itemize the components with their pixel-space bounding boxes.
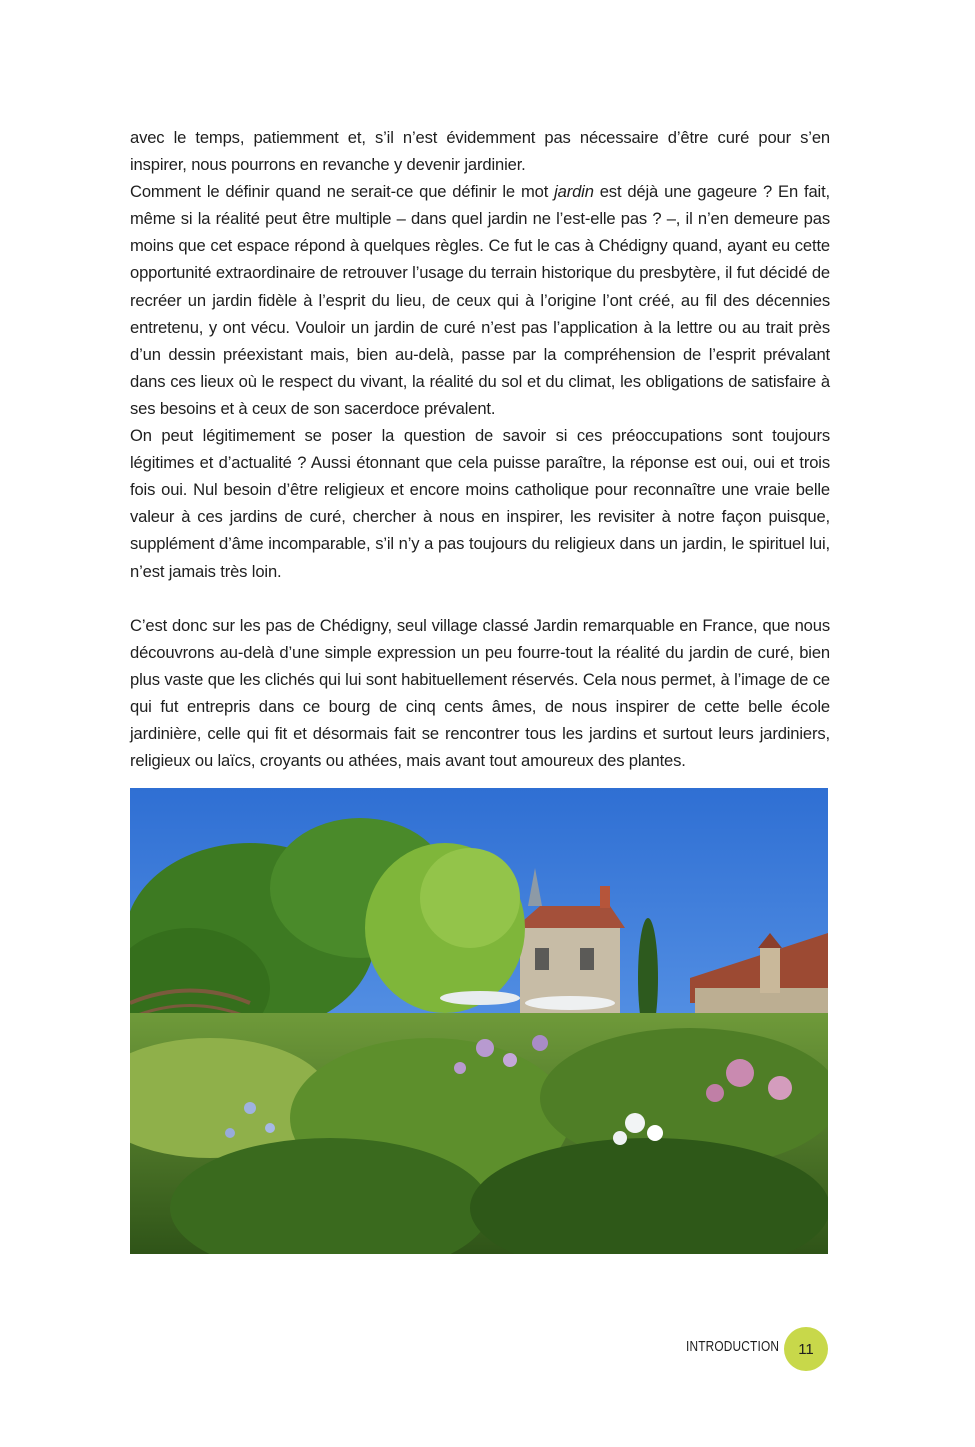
paragraph-4: C’est donc sur les pas de Chédigny, seul village classé Jardin remarquable en France, que nous découvrons au-delà d’une simple expression un peu fourre-tout la réalité du jardin de curé, bien plus vaste que les clichés qui lui sont habituellement réservés. Cela nous permet, à l’image de ce qui fut entrepris dans ce bourg de cinq cents âmes, de nous inspirer de cette belle école jardinière, celle qui fit et désormais fait se rencontrer tous les jardins et surtout leurs jardiniers, religieux ou laïcs, croyants ou athées, mais avant tout amoureux des plantes. [130, 615, 830, 771]
paragraph-2-end: est déjà une gageure ? En fait, même si la réalité peut être multiple – dans quel jardin ne l’est-elle pas ? –, il n’en demeure pas moins que cet espace répond à quelques règles. Ce fut le cas à Chédigny quand, ayant eu cette opportunité extraordinaire de retrouver l’usage du terrain historique du presbytère, il fut décidé de recréer un jardin fidèle à l’esprit du lieu, de ceux qui à l’origine l’ont créé, au fil des décennies entretenu, y ont vécu. Vouloir un jardin de curé n’est pas l’application à la lettre ou au trait près d’un dessin préexistant mais, bien au-delà, passe par la compréhension de l’esprit prévalant dans ces lieux où le respect du vivant, la réalité du sol et du climat, les obligations de satisfaire à ses besoins et à ceux de son sacerdoce prévalent. [130, 182, 830, 418]
paragraph-2 [130, 178, 830, 422]
page-number-badge: 11 [784, 1327, 828, 1371]
paragraph-1: avec le temps, patiemment et, s’il n’est évidemment pas nécessaire d’être curé pour s’en inspirer, nous pourrons en revanche y devenir jardinier. [130, 128, 830, 175]
garden-photo [130, 788, 828, 1254]
body-text [130, 124, 830, 774]
italic-word: jardin [554, 182, 594, 202]
paragraph-3: On peut légitimement se poser la question de savoir si ces préoccupations sont toujours légitimes et d’actualité ? Aussi étonnant que cela puisse paraître, la réponse est oui, oui et trois fois oui. Nul besoin d’être religieux et encore moins catholique pour reconnaître une vraie belle valeur à ces jardins de curé, chercher à nous en inspirer, les revisiter à notre façon puisque, supplément d’âme incomparable, s’il n’y a pas toujours du religieux dans un jardin, le spirituel lui, n’est jamais très loin. [130, 426, 830, 581]
section-label: INTRODUCTION [686, 1339, 780, 1355]
paragraph-2-start: Comment le définir quand ne serait-ce que définir le mot [130, 182, 555, 202]
